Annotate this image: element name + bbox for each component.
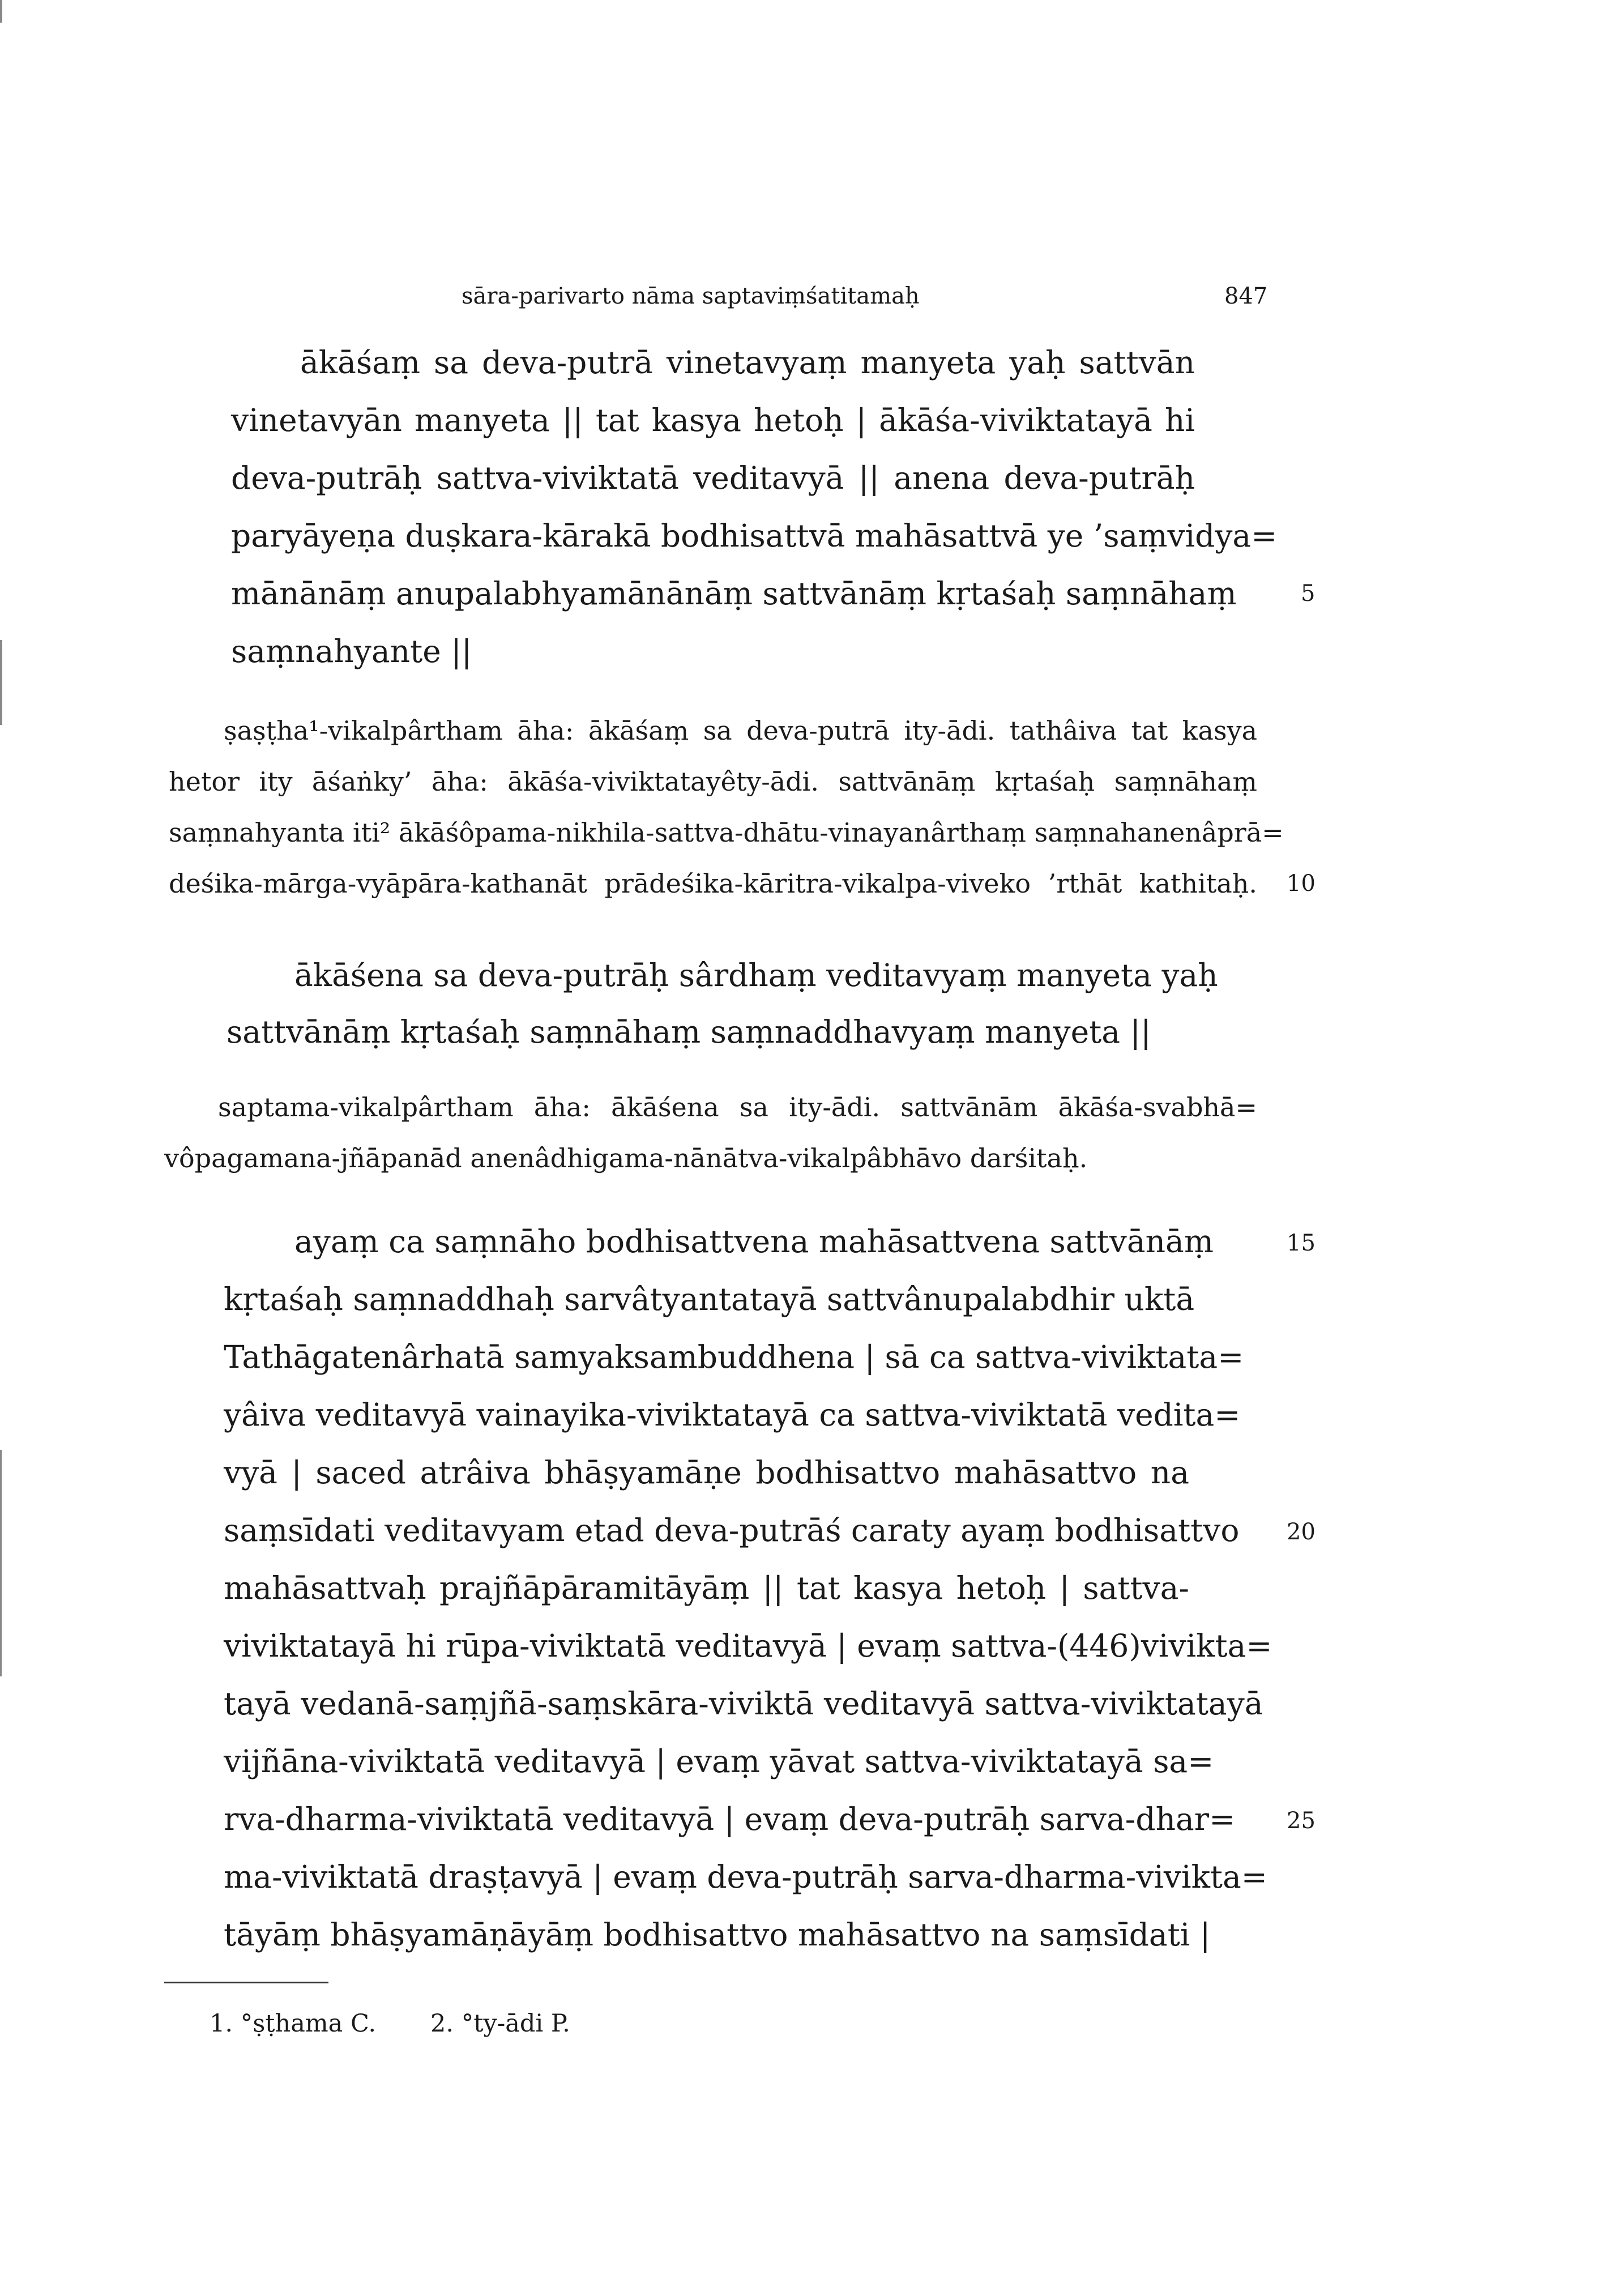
text-line: ayaṃ ca saṃnāho bodhisattvena mahāsattvena sattvānāṃ xyxy=(294,1223,1214,1260)
scan-edge-mark xyxy=(0,0,2,23)
text-line: saṃnahyante || xyxy=(231,633,472,669)
footnote-2: 2. °ty-ādi P. xyxy=(430,2009,570,2038)
text-line: saṃsīdati veditavyam etad deva-putrāś caraty ayaṃ bodhisattvo xyxy=(224,1512,1240,1548)
text-line: ma-viviktatā draṣṭavyā | evaṃ deva-putrāḥ sarva-dharma-vivikta= xyxy=(224,1859,1267,1895)
line-number: 15 xyxy=(1287,1230,1316,1256)
line-number: 25 xyxy=(1287,1808,1316,1834)
footnote-1: 1. °ṣṭhama C. xyxy=(210,2009,376,2038)
running-title: sāra-parivarto nāma saptaviṃśatitamaḥ xyxy=(462,283,920,309)
page-number: 847 xyxy=(1224,283,1268,309)
text-line: yâiva veditavyā vainayika-viviktatayā ca sattva-viviktatā vedita= xyxy=(224,1397,1241,1433)
commentary-line: hetor ity āśaṅky’ āha: ākāśa-viviktatayêty-ādi. sattvānāṃ kṛtaśaḥ saṃnāhaṃ xyxy=(169,766,1257,797)
line-number: 5 xyxy=(1301,581,1316,607)
text-line: paryāyeṇa duṣkara-kārakā bodhisattvā mahāsattvā ye ’saṃvidya= xyxy=(231,518,1278,554)
commentary-line: ṣaṣṭha¹-vikalpârtham āha: ākāśaṃ sa deva-putrā ity-ādi. tathâiva tat kasya xyxy=(224,715,1257,746)
text-line: vijñāna-viviktatā veditavyā | evaṃ yāvat sattva-viviktatayā sa= xyxy=(224,1743,1214,1779)
scan-edge-mark xyxy=(0,640,2,725)
text-line: sattvānāṃ kṛtaśaḥ saṃnāhaṃ saṃnaddhavyaṃ manyeta || xyxy=(227,1014,1151,1050)
commentary-line: deśika-mārga-vyāpāra-kathanāt prādeśika-kāritra-vikalpa-viveko ’rthāt kathitaḥ. xyxy=(169,868,1257,899)
text-line: rva-dharma-viviktatā veditavyā | evaṃ deva-putrāḥ sarva-dhar= xyxy=(224,1801,1236,1837)
commentary-line: vôpagamana-jñāpanād anenâdhigama-nānātva-vikalpâbhāvo darśitaḥ. xyxy=(164,1143,1088,1173)
text-line: viviktatayā hi rūpa-viviktatā veditavyā | evaṃ sattva-(446)vivikta= xyxy=(224,1628,1272,1664)
text-line: mānānāṃ anupalabhyamānānāṃ sattvānāṃ kṛtaśaḥ saṃnāhaṃ xyxy=(231,575,1237,612)
text-line: ākāśena sa deva-putrāḥ sârdhaṃ veditavyaṃ manyeta yaḥ xyxy=(294,957,1218,993)
text-line: ākāśaṃ sa deva-putrā vinetavyaṃ manyeta yaḥ sattvān xyxy=(300,344,1195,381)
text-line: mahāsattvaḥ prajñāpāramitāyāṃ || tat kasya hetoḥ | sattva- xyxy=(224,1570,1189,1606)
line-number: 20 xyxy=(1287,1519,1316,1545)
footnote-rule xyxy=(164,1982,328,1983)
text-line: kṛtaśaḥ saṃnaddhaḥ sarvâtyantatayā sattvânupalabdhir uktā xyxy=(224,1281,1195,1317)
commentary-line: saptama-vikalpârtham āha: ākāśena sa ity-ādi. sattvānām ākāśa-svabhā= xyxy=(218,1092,1257,1123)
scan-edge-mark xyxy=(0,1450,2,1676)
commentary-line: saṃnahyanta iti² ākāśôpama-nikhila-sattva-dhātu-vinayanârthaṃ saṃnahanenâprā= xyxy=(169,817,1284,848)
text-line: vinetavyān manyeta || tat kasya hetoḥ | ākāśa-viviktatayā hi xyxy=(231,402,1195,438)
line-number: 10 xyxy=(1287,870,1316,897)
text-line: deva-putrāḥ sattva-viviktatā veditavyā || anena deva-putrāḥ xyxy=(231,460,1195,496)
text-line: tāyāṃ bhāṣyamāṇāyāṃ bodhisattvo mahāsattvo na saṃsīdati | xyxy=(224,1917,1211,1953)
text-line: tayā vedanā-saṃjñā-saṃskāra-viviktā veditavyā sattva-viviktatayā xyxy=(224,1685,1263,1722)
text-line: Tathāgatenârhatā samyaksambuddhena | sā ca sattva-viviktata= xyxy=(224,1339,1244,1375)
text-line: vyā | saced atrâiva bhāṣyamāṇe bodhisattvo mahāsattvo na xyxy=(224,1454,1189,1491)
